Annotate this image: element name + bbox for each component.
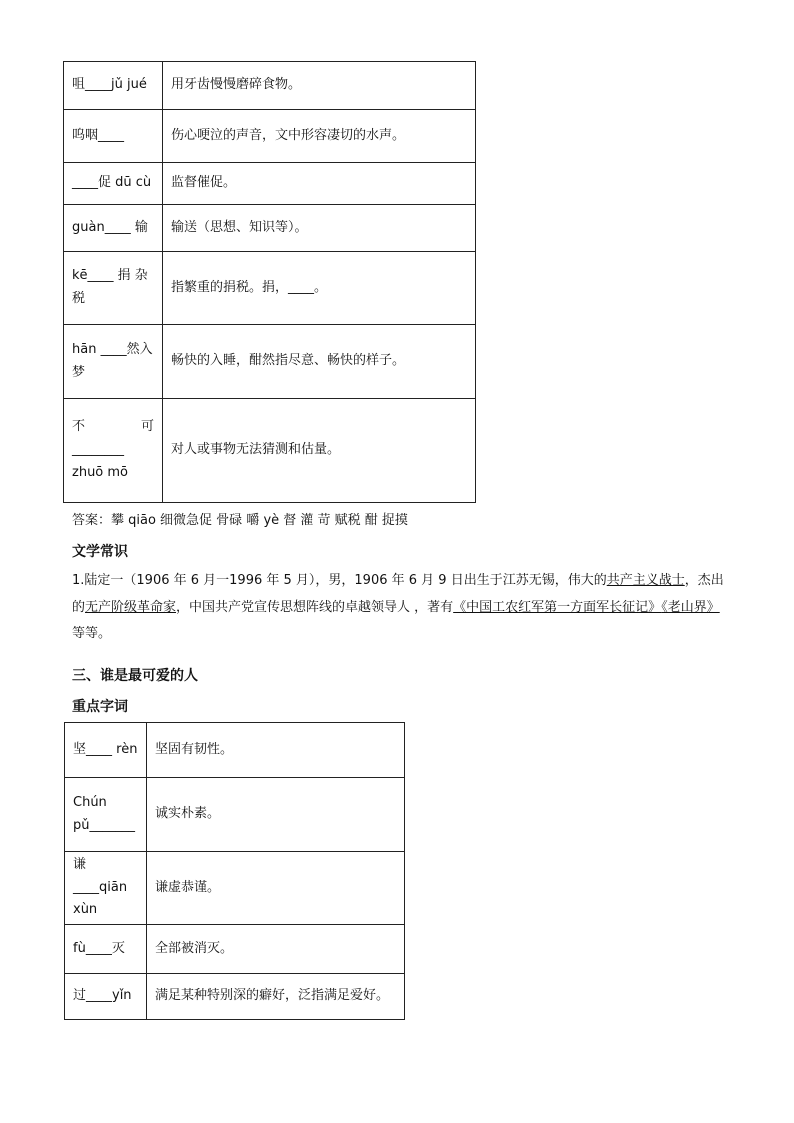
term-cell <box>64 110 163 163</box>
table-row <box>64 62 476 110</box>
meaning-cell: 全部被消灭。 <box>147 925 405 974</box>
term-text: 过____yǐn <box>73 988 132 1004</box>
lit-heading: 文学常识 <box>72 544 128 560</box>
term-line: 税 <box>72 291 86 306</box>
term-char: 不 <box>72 419 86 435</box>
term-line: 梦 <box>72 364 86 380</box>
lit-text: ，中国共产党宣传思想阵线的卓越领导人 ，著有 <box>176 599 454 615</box>
lit-underlined: 《中国工农红军第一方面军长征记》 <box>453 599 662 615</box>
meaning-cell: 用牙齿慢慢磨碎食物。 <box>163 62 476 110</box>
table-row <box>64 110 476 163</box>
term-line: Chún <box>73 794 107 810</box>
vocab-table-1 <box>63 61 476 503</box>
term-cell <box>65 852 147 925</box>
term-text: 坚____ rèn <box>73 741 138 757</box>
table-row <box>65 778 405 852</box>
meaning-cell: 对人或事物无法猜测和估量。 <box>163 399 476 503</box>
lit-text: 1.陆定一（1906 年 6 月一1996 年 5 月），男，1906 年 6 月 9 日出生于江苏无锡，伟大的 <box>72 573 607 588</box>
lit-underlined: 《老山界》 <box>661 599 720 615</box>
lit-paragraph <box>72 568 732 648</box>
term-cell <box>64 205 163 252</box>
term-line: kē____ 捐 杂 <box>72 268 148 284</box>
term-cell <box>64 62 163 110</box>
meaning-cell: 输送（思想、知识等）。 <box>163 205 476 252</box>
meaning-cell: 谦虚恭谨。 <box>147 852 405 925</box>
table-row <box>65 723 405 778</box>
table-row <box>64 252 476 325</box>
meaning-cell: 诚实朴素。 <box>147 778 405 852</box>
table-row <box>64 325 476 399</box>
lit-underlined: 无产阶级革命家 <box>85 599 177 615</box>
term-cell <box>65 974 147 1020</box>
term-line: 谦____qiān <box>73 856 128 895</box>
key-words-heading: 重点字词 <box>72 699 128 715</box>
table-row <box>65 852 405 925</box>
term-cell <box>64 163 163 205</box>
section-title: 三、谁是最可爱的人 <box>72 668 198 684</box>
term-text: guàn____ 输 <box>72 219 148 235</box>
vocab-table-2 <box>64 722 405 1020</box>
term-line <box>72 416 154 439</box>
term-line: zhuō mō <box>72 464 129 480</box>
lit-text: 等等。 <box>72 626 112 642</box>
lit-underlined: 共产主义战士 <box>606 573 685 588</box>
table-row <box>65 974 405 1020</box>
table-row <box>64 205 476 252</box>
table-row <box>64 399 476 503</box>
term-line: hān ____然入 <box>72 341 153 357</box>
term-line: pǔ_______ <box>73 817 135 833</box>
lit-text: ，杰出的 <box>72 573 724 615</box>
term-text: fù____灭 <box>73 940 125 956</box>
answers-line: 答案：攀 qiāo 细微急促 骨碌 嚼 yè 督 灌 苛 赋税 酣 捉摸 <box>72 513 408 528</box>
meaning-cell: 满足某种特别深的癖好，泛指满足爱好。 <box>147 974 405 1020</box>
meaning-cell: 监督催促。 <box>163 163 476 205</box>
term-cell <box>64 399 163 503</box>
term-cell <box>65 925 147 974</box>
term-cell <box>65 723 147 778</box>
term-text: ____促 dū cù <box>72 175 152 191</box>
meaning-cell: 指繁重的捐税。捐，____。 <box>163 252 476 325</box>
term-char: 可 <box>140 419 154 435</box>
term-cell <box>65 778 147 852</box>
meaning-cell: 坚固有韧性。 <box>147 723 405 778</box>
meaning-cell: 伤心哽泣的声音，文中形容凄切的水声。 <box>163 110 476 163</box>
table-row <box>64 163 476 205</box>
term-text: 咀____jǔ jué <box>72 77 147 93</box>
term-cell <box>64 325 163 399</box>
term-line: xùn <box>73 902 98 918</box>
term-cell <box>64 252 163 325</box>
table-row <box>65 925 405 974</box>
term-text: 呜咽____ <box>72 127 125 143</box>
term-line: ________ <box>72 442 124 458</box>
meaning-cell: 畅快的入睡，酣然指尽意、畅快的样子。 <box>163 325 476 399</box>
